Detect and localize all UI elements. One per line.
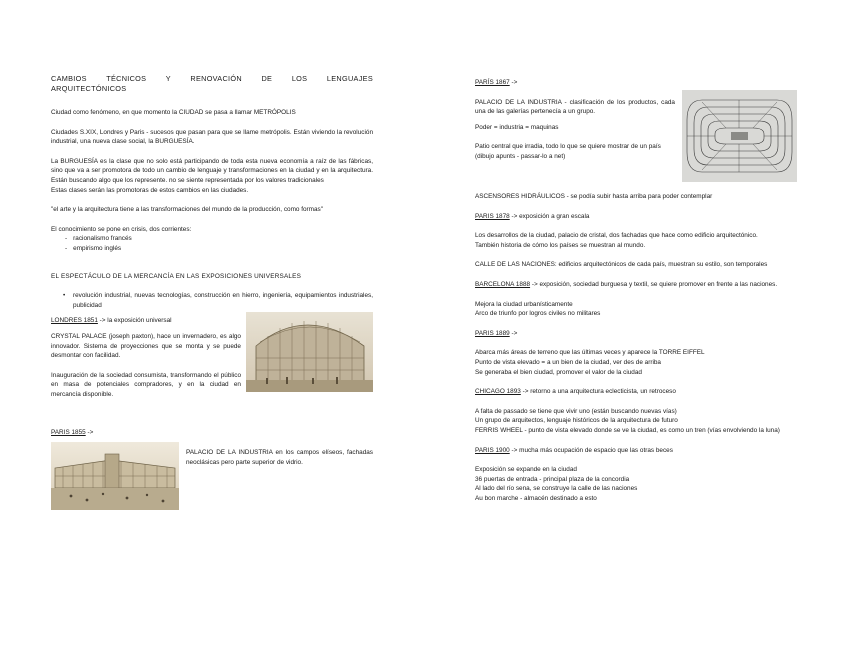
chicago-heading-tail: -> retorno a una arquitectura eclecticista, un retroceso — [520, 388, 676, 396]
paragraph-grupo: Un grupo de arquitectos, lenguaje históricos de la arquitectura de futuro — [475, 417, 678, 425]
paris-1878-heading — [475, 212, 797, 222]
list-item: - racionalismo francés — [65, 234, 373, 244]
paragraph-inauguracion: Inauguración de la sociedad consumista, transformando el público en masa de potenciales compradores, y en la ciudad en mercancía disponible. — [51, 371, 241, 398]
paris-1855-heading-label: PARIS 1855 — [51, 429, 86, 437]
paris-1900-heading-label: PARIS 1900 — [475, 446, 510, 454]
paris-1878-heading-tail: -> exposición a gran escala — [509, 212, 590, 220]
paris-1900-heading — [475, 446, 797, 456]
palacio-plan-image — [682, 90, 797, 182]
chicago-heading — [475, 387, 797, 397]
paragraph-patio: Patio central que irradia, todo lo que se quiere mostrar de un país (dibujo apunts - passar-lo a net) — [475, 143, 661, 160]
list-item: - empirismo inglés — [65, 244, 373, 254]
paragraph-falta: A falta de passado se tiene que vivir uno (están buscando nuevas vías) — [475, 407, 677, 415]
paragraph-ciudad: Ciudad como fenómeno, en que momento la CIUDAD se pasa a llamar METRÓPOLIS — [51, 109, 296, 116]
paragraph-ciudades: Ciudades S.XIX, Londres y Paris - sucesos que pasan para que se llame metrópolis. Están viviendo la revolución industrial, una nueva clase social, la BURGUESÍA. — [51, 128, 373, 146]
paragraph-mejora: Mejora la ciudad urbanísticamente — [475, 300, 573, 308]
paragraph-promotoras: Estas clases serán las promotoras de estos cambios en las ciudades. — [51, 186, 249, 194]
paragraph-barcelona — [475, 280, 797, 290]
paris-1867-heading-tail: -> — [509, 79, 518, 86]
paragraph-puertas: 36 puertas de entrada - principal plaza de la concordia — [475, 475, 630, 483]
paris-1855-heading-tail: -> — [85, 429, 94, 437]
london-heading-tail: -> la exposición universal — [97, 317, 172, 325]
crystal-palace-image — [246, 312, 373, 392]
paragraph-calle-naciones: CALLE DE LAS NACIONES: edificios arquitectónicos de cada país, muestran su estilo, son temporales — [475, 261, 768, 269]
title-line-2: ARQUITECTÓNICOS — [51, 84, 127, 93]
currents-list — [51, 234, 373, 253]
section-title-espectaculo: EL ESPECTÁCULO DE LA MERCANCÍA EN LAS EXPOSICIONES UNIVERSALES — [51, 272, 302, 280]
barcelona-heading-label: BARCELONA 1888 — [475, 280, 531, 288]
paris-1855-heading — [51, 428, 373, 438]
paragraph-ascensores: ASCENSORES HIDRÁULICOS - se podía subir hasta arriba para poder contemplar — [475, 193, 713, 200]
paragraph-crisis: El conocimiento se pone en crisis, dos corrientes: — [51, 225, 192, 233]
paris-1900-heading-tail: -> mucha más ocupación de espacio que las otras beces — [509, 446, 673, 454]
paragraph-ferris: FERRIS WHEEL - punto de vista elevado donde se ve la ciudad, es como un tren (vías envolviendo la luna) — [475, 426, 780, 434]
paris-1889-heading-label: PARIS 1889 — [475, 329, 510, 337]
london-heading-label: LONDRES 1851 — [51, 317, 98, 325]
paragraph-poder: Poder = industria = maquinas — [475, 123, 559, 131]
paragraph-crystal-palace: CRYSTAL PALACE (joseph paxton), hace un invernadero, es algo innovador. Sistema de proyecciones que se monta y se puede desmontar con facilidad. — [51, 332, 241, 360]
paris-1867-heading — [475, 78, 797, 88]
paragraph-expo: Exposición se expande en la ciudad — [475, 466, 577, 474]
paris-1867-heading-label: PARÍS 1867 — [475, 79, 510, 86]
quote-arte: "el arte y la arquitectura tiene a las transformaciones del mundo de la producción, como formas" — [51, 206, 324, 214]
paragraph-abarca: Abarca más áreas de terreno que las últimas veces y aparece la TORRE EIFFEL — [475, 349, 705, 357]
paragraph-punto: Punto de vista elevado = a un bien de la ciudad, ver des de arriba — [475, 358, 661, 366]
list-item: • revolución industrial, nuevas tecnologías, construcción en hierro, ingeniería, equipamientos industriales, publicidad — [63, 291, 373, 310]
chicago-heading-label: CHICAGO 1893 — [475, 388, 521, 396]
paragraph-palacio-1867: PALACIO DE LA INDUSTRIA - clasificación de los productos, cada una de las galerías pertenecía a un grupo. — [475, 98, 675, 116]
paragraph-desarrollos: Los desarrollos de la ciudad, palacio de cristal, dos fachadas que hace como edificio arquitectónico. — [475, 232, 758, 240]
paragraph-tambien: También historia de cómo los países se muestran al mundo. — [475, 241, 646, 249]
barcelona-heading-tail: -> exposición, sociedad burguesa y textil, se quiere promover en frente a las naciones. — [530, 280, 778, 288]
bullet-list — [51, 291, 373, 310]
paragraph-rio: Al lado del río sena, se construye la calle de las naciones — [475, 485, 638, 493]
paragraph-palacio-1855: PALACIO DE LA INDUSTRIA en los campos elíseos, fachadas neoclásicas pero parte superior de vidrio. — [186, 449, 373, 466]
paragraph-burguesia: La BURGUESÍA es la clase que no solo está participando de toda esta nueva economía a raíz de las fábricas, sino que va a ser promotora de todo un cambio de lenguaje y transformaciones en la ciudad y en la arquitectura. Están buscando algo que los represente. no se siente representada por los valores tradicionales — [51, 157, 373, 184]
document-title — [51, 74, 373, 94]
paris-1889-heading-tail: -> — [509, 329, 518, 337]
paragraph-arco: Arco de triunfo por logros civiles no militares — [475, 310, 601, 318]
palacio-industria-1855-image — [51, 442, 179, 510]
paragraph-marche: Au bon marche - almacén destinado a esto — [475, 494, 597, 502]
london-block — [51, 316, 373, 428]
paris-1878-heading-label: PARIS 1878 — [475, 212, 510, 220]
paris-1867-block — [475, 78, 797, 182]
title-line-1: CAMBIOS TÉCNICOS Y RENOVACIÓN DE LOS LENGUAJES — [51, 74, 373, 83]
paris-1889-heading — [475, 329, 797, 339]
paris-1855-block — [51, 428, 373, 518]
right-column — [475, 74, 797, 503]
left-column — [51, 74, 373, 518]
paragraph-genera: Se generaba el bien ciudad, promover el valor de la ciudad — [475, 368, 642, 376]
